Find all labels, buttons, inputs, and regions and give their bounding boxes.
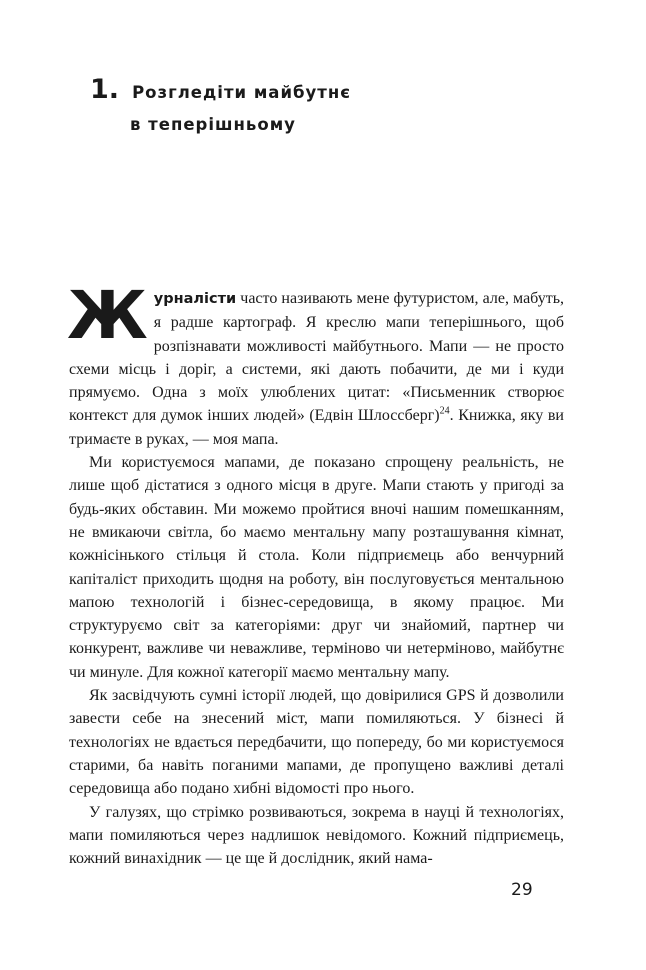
chapter-heading (90, 74, 351, 134)
body-text (67, 277, 564, 870)
page-number: 29 (511, 880, 533, 900)
chapter-number: 1 (90, 74, 109, 105)
footnote-ref: 24 (439, 406, 450, 418)
chapter-heading-line1 (90, 74, 351, 105)
lead-word: урналісти (153, 291, 237, 307)
chapter-title-line2: в теперішньому (130, 115, 296, 134)
chapter-number-dot: . (108, 74, 121, 105)
chapter-title-line1: Розгледіти майбутнє (132, 83, 352, 102)
paragraph-2: Ми користуємося мапами, де показано спрощену реальність, не лише щоб дістатися з одного місця в друге. Мапи стають у пригоді за будь-яких обставин. Ми можемо пройтися вночі нашим помешканням, не вмикаючи світла, бо маємо ментальну мапу розташування кімнат, кожнісінького стільця й стола. Коли підприємець або венчурний капіталіст приходить щодня на роботу, він послуговується ментальною мапою технологій і бізнес-середовища, в якому працює. Ми структуруємо світ за категоріями: друг чи знайомий, партнер чи конкурент, важливе чи неважливе, терміново чи нетерміново, майбутнє чи минуле. Для кожної категорії маємо ментальну мапу. (69, 454, 564, 681)
paragraph-1 (67, 277, 564, 451)
drop-cap: Ж (67, 277, 148, 354)
paragraph-1-end: . Книжка, яку ви тримаєте в руках, — моя мапа. (69, 407, 564, 448)
paragraph-1-text: часто називають мене футуристом, але, мабуть, я радше картограф. Я креслю мапи теперішнього, щоб розпізнавати можливості майбутнього. Мапи — не просто схеми місць і доріг, а системи, які дають побачити, де ми і куди прямуємо. Одна з моїх улюблених цитат: «Письменник створює контекст для думок інших людей» (Едвін Шлоссберг) (69, 290, 564, 425)
paragraph-4: У галузях, що стрімко розвиваються, зокрема в науці й технологіях, мапи помиляються через надлишок невідомого. Кожний підприємець, кожний винахідник — це ще й дослідник, який нама- (69, 803, 564, 868)
paragraph-3: Як засвідчують сумні історії людей, що довірилися GPS й дозволили завести себе на знесений міст, мапи помиляються. У бізнесі й технологіях не вдається передбачити, що попереду, бо ми користуємося старими, ба навіть поганими мапами, де пропущено важливі деталі середовища або подано хибні відомості про нього. (69, 687, 564, 798)
